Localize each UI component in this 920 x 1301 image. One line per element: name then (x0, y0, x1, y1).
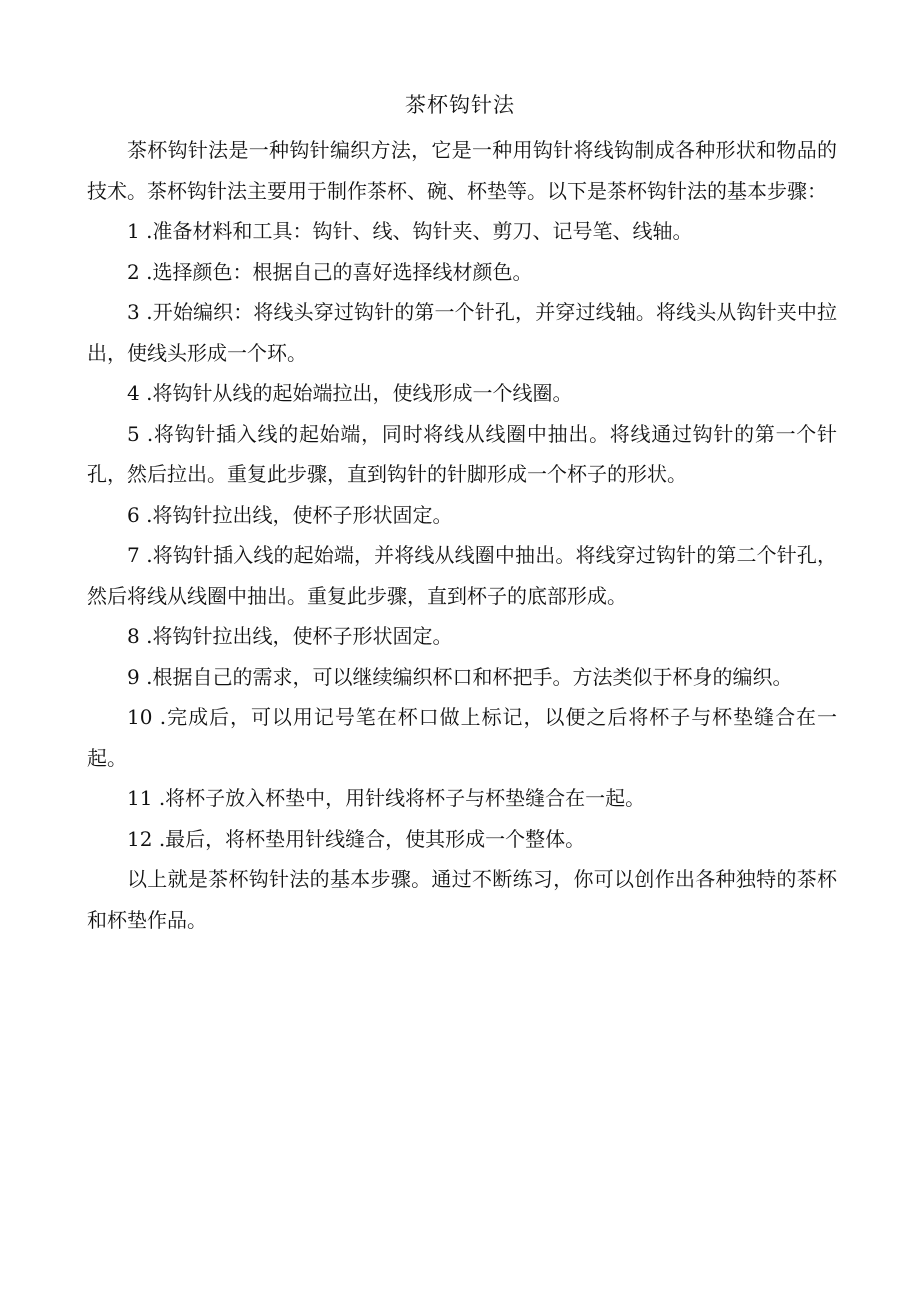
step-item-10 (87, 697, 837, 778)
step-text: .准备材料和工具：钩针、线、钩针夹、剪刀、记号笔、线轴。 (146, 219, 693, 243)
step-number: 5 (127, 421, 140, 446)
step-item-12 (87, 819, 837, 860)
document-body (87, 130, 837, 940)
step-text: .最后，将杯垫用针线缝合，使其形成一个整体。 (158, 826, 586, 851)
step-item-3 (87, 292, 837, 373)
step-number: 9 (127, 664, 140, 689)
step-text: .开始编织：将线头穿过钩针的第一个针孔，并穿过线轴。将线头从钩针夹中拉出，使线头形成一个环。 (87, 300, 838, 365)
step-text: .将钩针拉出线，使杯子形状固定。 (146, 624, 453, 648)
step-item-4 (87, 373, 837, 414)
step-text: .将杯子放入杯垫中，用针线将杯子与杯垫缝合在一起。 (158, 786, 646, 810)
step-number: 8 (127, 624, 140, 648)
step-text: .将钩针插入线的起始端，并将线从线圈中抽出。将线穿过钩针的第二个针孔，然后将线从线圈中抽出。重复此步骤，直到杯子的底部形成。 (87, 543, 838, 608)
step-number: 3 (127, 300, 140, 324)
step-item-1 (87, 211, 837, 252)
step-text: .将钩针从线的起始端拉出，使线形成一个线圈。 (146, 381, 573, 405)
step-item-11 (87, 778, 837, 819)
document-title: 茶杯钩针法 (405, 93, 515, 117)
step-number: 1 (127, 219, 140, 243)
step-number: 12 (127, 826, 153, 851)
step-item-9 (87, 657, 837, 698)
step-item-5 (87, 414, 837, 495)
step-text: .将钩针拉出线，使杯子形状固定。 (146, 502, 453, 527)
step-number: 4 (127, 381, 140, 405)
step-text: .将钩针插入线的起始端，同时将线从线圈中抽出。将线通过钩针的第一个针孔，然后拉出。重复此步骤，直到钩针的针脚形成一个杯子的形状。 (87, 421, 838, 486)
step-item-8 (87, 616, 837, 657)
step-item-2 (87, 252, 837, 293)
step-number: 2 (127, 259, 140, 284)
step-number: 11 (127, 786, 153, 810)
step-number: 7 (127, 543, 140, 567)
step-item-7 (87, 535, 837, 616)
conclusion-paragraph: 以上就是茶杯钩针法的基本步骤。通过不断练习，你可以创作出各种独特的茶杯和杯垫作品。 (87, 867, 837, 932)
step-number: 10 (127, 705, 153, 729)
step-item-6 (87, 495, 837, 536)
step-text: .根据自己的需求，可以继续编织杯口和杯把手。方法类似于杯身的编织。 (146, 664, 793, 689)
step-number: 6 (127, 502, 140, 527)
intro-paragraph: 茶杯钩针法是一种钩针编织方法，它是一种用钩针将线钩制成各种形状和物品的技术。茶杯钩针法主要用于制作茶杯、碗、杯垫等。以下是茶杯钩针法的基本步骤： (87, 138, 837, 203)
step-text: .完成后，可以用记号笔在杯口做上标记，以便之后将杯子与杯垫缝合在一起。 (87, 705, 838, 770)
steps-list (87, 211, 837, 859)
step-text: .选择颜色：根据自己的喜好选择线材颜色。 (146, 259, 533, 284)
